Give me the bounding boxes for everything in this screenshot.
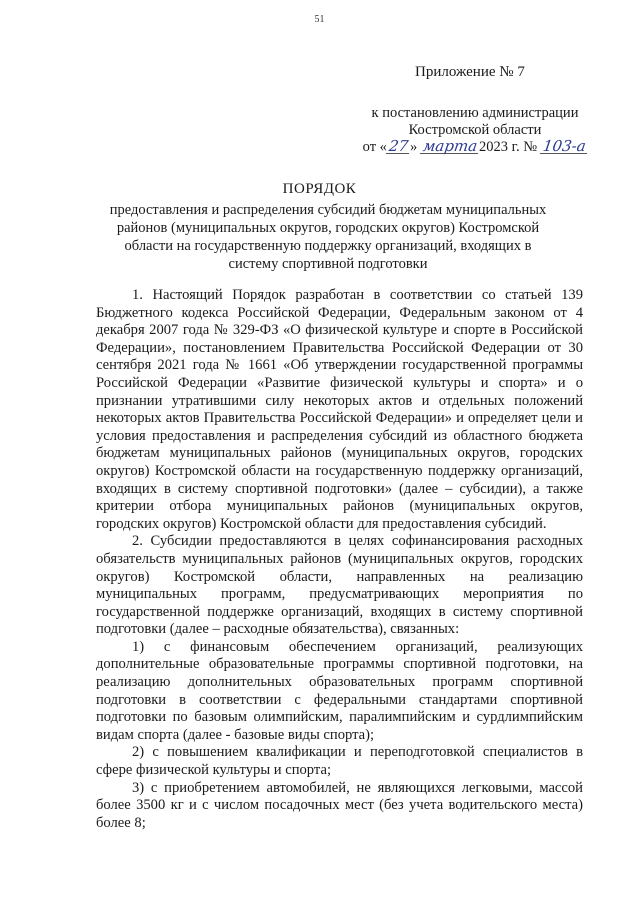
page-number: 51 (314, 14, 325, 25)
handwritten-day: 27 (387, 137, 410, 155)
resolution-date-line (340, 139, 610, 156)
date-year: 2023 г. № (479, 139, 538, 155)
paragraph: 3) с приобретением автомобилей, не являющихся легковыми, массой более 3500 кг и с числом посадочных мест (без учета водительского места) более 8; (96, 779, 583, 831)
resolution-line-2: Костромской области (408, 122, 542, 138)
handwritten-month: марта (421, 137, 479, 155)
appendix-title: Приложение № 7 (415, 64, 525, 80)
date-prefix: от « (362, 139, 387, 155)
document-body (96, 287, 583, 832)
resolution-line-1: к постановлению администрации (371, 105, 579, 121)
paragraph: 1. Настоящий Порядок разработан в соответствии со статьей 139 Бюджетного кодекса Российской Федерации, Федеральным законом от 4 декабря 2007 года № 329-ФЗ «О физической культуре и спорте в Российской Федерации», постановлением Правительства Российской Федерации от 30 сентября 2021 года № 1661 «Об утверждении государственной программы Российской Федерации «Развитие физической культуры и спорта» и о признании утратившими силу некоторых актов и отдельных положений некоторых актов Правительства Российской Федерации» и определяет цели и условия предоставления и распределения субсидий из областного бюджета бюджетам муниципальных районов (муниципальных округов, городских округов) Костромской области на государственную поддержку организаций, входящих в систему спортивной подготовки» (далее – субсидии), а также критерии отбора муниципальных районов (муниципальных округов, городских округов) Костромской области для предоставления субсидий. (96, 287, 583, 532)
document-subtitle: предоставления и распределения субсидий бюджетам муниципальных районов (муниципальных округов, городских округов) Костромской области на государственную поддержку организаций, входящих в систему спортивной подготовки (109, 202, 547, 272)
document-title: ПОРЯДОК (282, 181, 357, 197)
resolution-reference (340, 105, 610, 156)
paragraph: 1) с финансовым обеспечением организаций, реализующих дополнительные образовательные программы спортивной подготовки, на реализацию дополнительных образовательных программ спортивной подготовки в соответствии с федеральными стандартами спортивной подготовки по базовым олимпийским, паралимпийским и сурдлимпийским видам спорта (далее - базовые виды спорта); (96, 638, 583, 743)
paragraph: 2. Субсидии предоставляются в целях софинансирования расходных обязательств муниципальных районов (муниципальных округов, городских округов) Костромской области, направленных на реализацию муниципальных программ, предусматривающих мероприятия по государственной поддержке организаций, входящих в систему спортивной подготовки (далее – расходные обязательства), связанных: (96, 533, 583, 638)
paragraph: 2) с повышением квалификации и переподготовкой специалистов в сфере физической культуры и спорта; (96, 744, 583, 779)
date-separator: » (410, 139, 418, 155)
handwritten-resolution-number: 103-а (541, 137, 587, 155)
